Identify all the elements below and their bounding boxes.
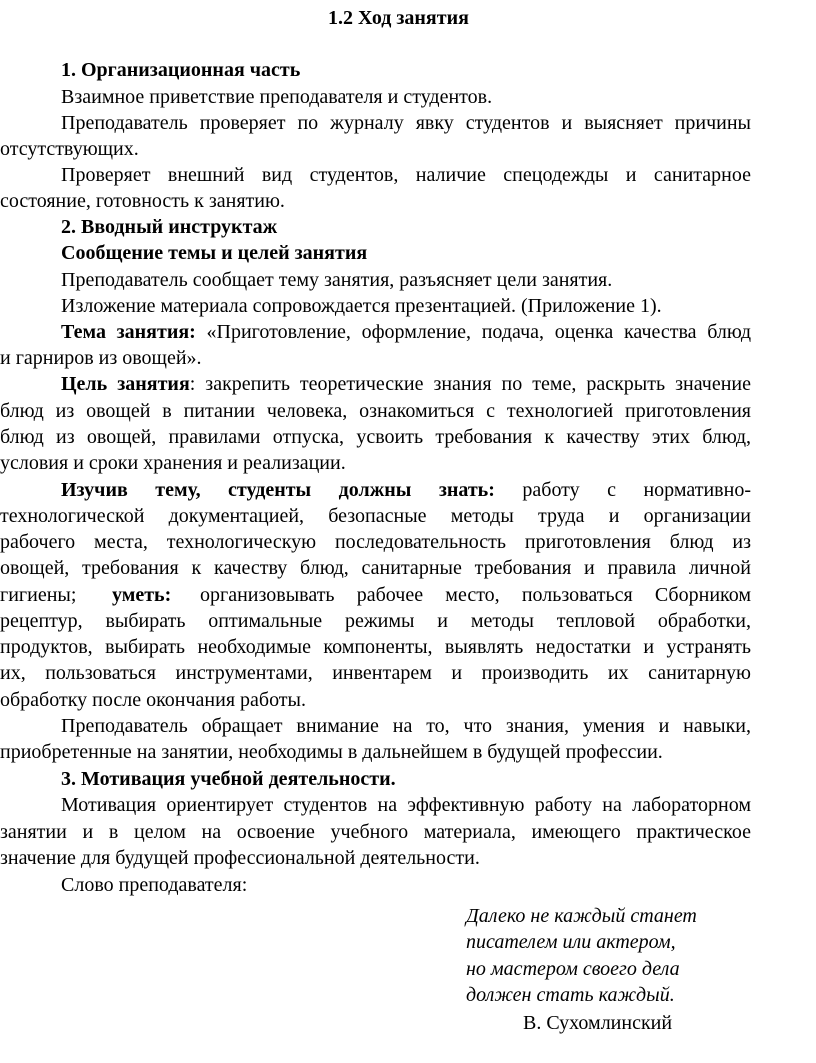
know-line-5a: гигиены; — [0, 584, 77, 606]
attention-line-1: Преподаватель обращает внимание на то, что знания, умения и навыки, — [61, 715, 751, 737]
quote-author: В. Сухомлинский — [523, 1012, 673, 1034]
attention-line-2: приобретенные на занятии, необходимы в дальнейшем в будущей профессии. — [0, 741, 663, 763]
motivation-line-3: значение для будущей профессиональной деятельности. — [0, 847, 480, 869]
topic-line-1 — [61, 320, 751, 344]
paragraph-attendance-line-1: Преподаватель проверяет по журналу явку студентов и выясняет причины — [61, 112, 751, 134]
quote-line-2: писателем или актером, — [466, 931, 676, 953]
know-line-3: рабочего места, технологическую последовательность приготовления блюд из — [0, 531, 751, 553]
paragraph-topic-announce: Преподаватель сообщает тему занятия, разъясняет цели занятия. — [61, 269, 613, 291]
know-text: работу с нормативно- — [494, 479, 751, 501]
goal-line-1 — [61, 372, 751, 396]
quote-line-1: Далеко не каждый станет — [466, 905, 697, 927]
quote-line-4: должен стать каждый. — [466, 984, 675, 1006]
know-line-6: рецептур, выбирать оптимальные режимы и методы тепловой обработки, — [0, 610, 751, 632]
goal-text: : закрепить теоретические знания по теме, раскрыть значение — [189, 373, 751, 395]
section-1-heading: 1. Организационная часть — [61, 59, 301, 81]
know-line-7: продуктов, выбирать необходимые компоненты, выявлять недостатки и устранять — [0, 636, 751, 658]
section-3-heading: 3. Мотивация учебной деятельности. — [61, 768, 396, 790]
paragraph-appearance-line-2: состояние, готовность к занятию. — [0, 190, 285, 212]
goal-line-3: блюд из овощей, правилами отпуска, усвоить требования к качеству этих блюд, — [0, 426, 751, 448]
page-title: 1.2 Ход занятия — [328, 7, 469, 29]
know-line-2: технологической документацией, безопасные методы труда и организации — [0, 505, 751, 527]
know-line-5b: организовывать рабочее место, пользоваться Сборником — [200, 584, 751, 606]
teacher-word: Слово преподавателя: — [61, 874, 248, 896]
know-line-4: овощей, требования к качеству блюд, санитарные требования и правила личной — [0, 557, 751, 579]
know-line-8: их, пользоваться инструментами, инвентарем и производить их санитарную — [0, 662, 751, 684]
goal-line-2: блюд из овощей в питании человека, ознакомиться с технологией приготовления — [0, 400, 751, 422]
goal-label: Цель занятия — [61, 373, 190, 395]
motivation-line-1: Мотивация ориентирует студентов на эффективную работу на лабораторном — [61, 794, 751, 816]
motivation-line-2: занятии и в целом на освоение учебного материала, имеющего практическое — [0, 821, 751, 843]
paragraph-attendance-line-2: отсутствующих. — [0, 138, 139, 160]
goal-line-4: условия и сроки хранения и реализации. — [0, 452, 346, 474]
section-2-heading: 2. Вводный инструктаж — [61, 216, 278, 238]
know-line-9: обработку после окончания работы. — [0, 689, 306, 711]
quote-line-3: но мастером своего дела — [466, 958, 680, 980]
paragraph-greeting: Взаимное приветствие преподавателя и студентов. — [61, 86, 493, 108]
topic-line-2: и гарниров из овощей». — [0, 347, 202, 369]
can-label: уметь: — [112, 584, 172, 606]
know-label: Изучив тему, студенты должны знать: — [61, 479, 495, 501]
topic-text: «Приготовление, оформление, подача, оценка качества блюд — [195, 321, 751, 343]
paragraph-appearance-line-1: Проверяет внешний вид студентов, наличие спецодежды и санитарное — [61, 164, 751, 186]
know-line-1 — [61, 478, 751, 502]
topic-label: Тема занятия: — [61, 321, 196, 343]
paragraph-presentation: Изложение материала сопровождается презентацией. (Приложение 1). — [61, 295, 662, 317]
section-2-subheading: Сообщение темы и целей занятия — [61, 242, 368, 264]
